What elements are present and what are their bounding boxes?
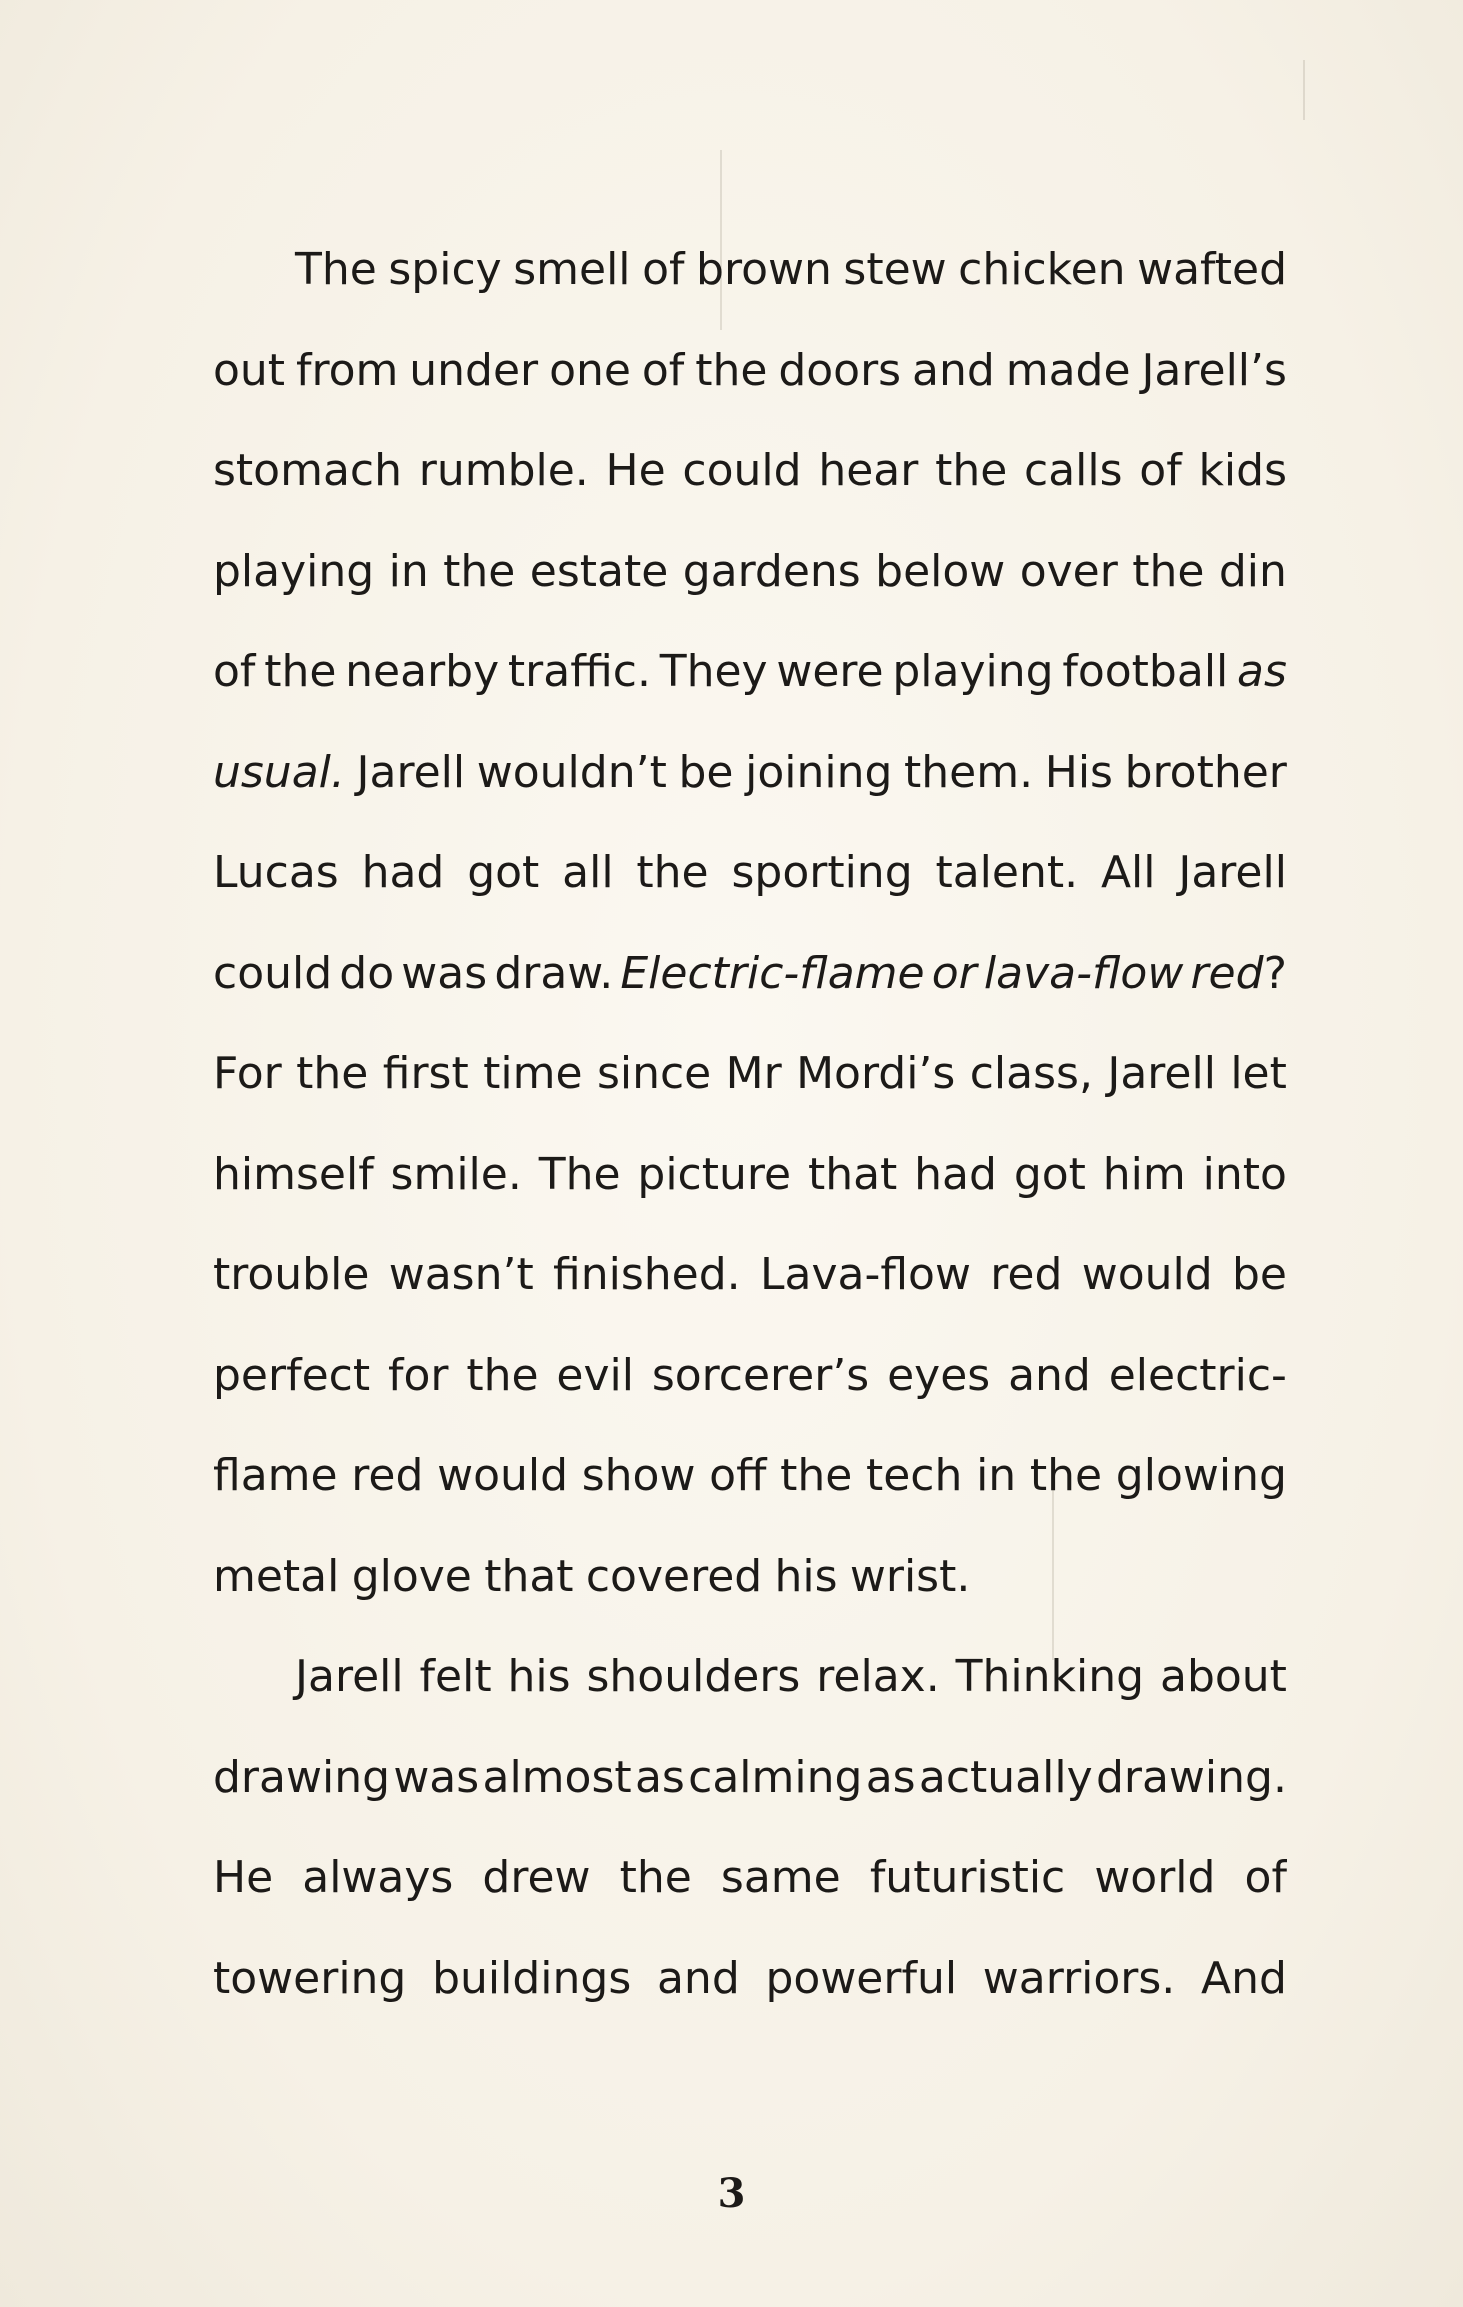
word: from: [295, 344, 399, 396]
word-punctuation: ?: [1263, 947, 1287, 999]
word: show: [581, 1450, 696, 1501]
word: kids: [1198, 445, 1287, 496]
word: Mr: [725, 1048, 782, 1099]
word: always: [302, 1852, 454, 1903]
word: the: [935, 445, 1008, 496]
word: that: [484, 1550, 574, 1602]
word: stew: [843, 244, 947, 295]
word: out: [213, 344, 286, 396]
scan-crease-mark: [1303, 60, 1305, 120]
word: below: [875, 545, 1006, 597]
text-line: [213, 1225, 1287, 1326]
word: the: [1029, 1450, 1103, 1501]
word: were: [776, 646, 884, 697]
text-line: [213, 723, 1287, 824]
text-line: [213, 321, 1287, 422]
word: had: [914, 1148, 997, 1200]
word: be: [678, 746, 734, 798]
word: futuristic: [869, 1852, 1066, 1903]
word: Lucas: [213, 847, 339, 898]
word: perfect: [213, 1349, 371, 1401]
word: electric-: [1108, 1349, 1287, 1401]
word: was: [393, 1751, 480, 1803]
text-line: [213, 924, 1287, 1025]
word: gardens: [682, 545, 861, 597]
word: rumble.: [418, 445, 589, 496]
word: would: [437, 1450, 569, 1501]
word: Jarell: [295, 1651, 404, 1702]
text-line: [213, 1728, 1287, 1829]
word: playing: [892, 646, 1054, 697]
word: into: [1202, 1148, 1287, 1200]
word: Jarell: [356, 746, 466, 798]
word: The: [538, 1148, 621, 1200]
word: of: [213, 646, 256, 697]
word: drawing: [213, 1751, 391, 1803]
word: brown: [696, 244, 832, 295]
word: the: [1132, 545, 1205, 597]
text-line: [213, 1326, 1287, 1427]
word: football: [1062, 646, 1229, 697]
word: playing: [213, 545, 375, 597]
word: the: [296, 1048, 369, 1099]
text-line: [213, 220, 1287, 321]
word: estate: [529, 545, 669, 597]
word: off: [709, 1450, 767, 1501]
word: of: [641, 344, 685, 396]
word: Lava-flow: [759, 1249, 971, 1300]
word: about: [1159, 1651, 1287, 1702]
text-line: [213, 1125, 1287, 1226]
word: The: [295, 244, 377, 295]
word: Electric-flame: [620, 947, 925, 999]
word: chicken: [958, 244, 1126, 295]
word: was: [401, 947, 488, 999]
text-line: [213, 1426, 1287, 1527]
word: all: [562, 847, 614, 898]
word: of: [642, 244, 685, 295]
word: relax.: [816, 1651, 940, 1702]
word: for: [387, 1349, 449, 1401]
word: shoulders: [586, 1651, 801, 1702]
word: calming: [688, 1751, 863, 1803]
word: actually: [918, 1751, 1093, 1803]
word: He: [605, 445, 666, 496]
word: His: [1044, 746, 1113, 798]
word: first: [382, 1048, 469, 1099]
word: finished.: [553, 1249, 741, 1300]
word: the: [695, 344, 768, 396]
word: din: [1218, 545, 1287, 597]
word: All: [1100, 847, 1156, 898]
word: smile.: [390, 1148, 522, 1200]
word: the: [264, 646, 337, 697]
word: the: [636, 847, 709, 898]
word: calls: [1024, 445, 1123, 496]
word: drew: [482, 1852, 591, 1903]
word: glove: [351, 1550, 472, 1602]
word: made: [1005, 344, 1131, 396]
word: picture: [637, 1148, 792, 1200]
word: him: [1102, 1148, 1186, 1200]
word: got: [467, 847, 540, 898]
word: in: [976, 1450, 1017, 1501]
word: the: [780, 1450, 853, 1501]
word: red: [1190, 947, 1264, 999]
word: had: [361, 847, 445, 898]
word: eyes: [887, 1349, 991, 1401]
word: almost: [482, 1751, 632, 1803]
word: one: [549, 344, 631, 396]
word: flame: [213, 1450, 338, 1501]
word: stomach: [213, 445, 402, 496]
word: class,: [969, 1048, 1093, 1099]
word: They: [659, 646, 768, 697]
word: of: [1244, 1852, 1287, 1903]
word: would: [1081, 1249, 1213, 1300]
text-line: [213, 1627, 1287, 1728]
word: could: [682, 445, 802, 496]
word-group: [1190, 924, 1286, 1025]
word: as: [865, 1751, 916, 1803]
word: Jarell: [1107, 1048, 1216, 1099]
word: evil: [556, 1349, 634, 1401]
word: do: [339, 947, 395, 999]
word: time: [483, 1048, 583, 1099]
word: under: [409, 344, 539, 396]
word: that: [807, 1148, 898, 1200]
text-line: [213, 1527, 1287, 1628]
word: wrist.: [849, 1550, 971, 1602]
word: be: [1231, 1249, 1287, 1300]
text-line: [213, 1929, 1287, 2030]
word: sorcerer’s: [651, 1349, 870, 1401]
word: drawing.: [1095, 1751, 1287, 1803]
text-line: [213, 1828, 1287, 1929]
word: Jarell: [1178, 847, 1287, 898]
word: trouble: [213, 1249, 370, 1300]
word: wafted: [1137, 244, 1287, 295]
word: wouldn’t: [476, 746, 667, 798]
word: Mordi’s: [796, 1048, 956, 1099]
word: the: [443, 545, 516, 597]
word: For: [213, 1048, 282, 1099]
word: felt: [419, 1651, 492, 1702]
word: of: [1139, 445, 1182, 496]
word: Jarell’s: [1141, 344, 1287, 396]
page-number: 3: [717, 2170, 746, 2217]
word: them.: [904, 746, 1034, 798]
word: towering: [213, 1952, 407, 2004]
body-text: [213, 220, 1287, 2029]
word: could: [213, 947, 333, 999]
word: powerful: [765, 1952, 958, 2004]
word: his: [774, 1550, 838, 1602]
word: same: [720, 1852, 841, 1903]
word: wasn’t: [388, 1249, 534, 1300]
word: and: [1008, 1349, 1091, 1401]
word: brother: [1124, 746, 1287, 798]
word: as: [634, 1751, 685, 1803]
word: draw.: [494, 947, 614, 999]
text-line: [213, 421, 1287, 522]
word: Thinking: [955, 1651, 1145, 1702]
word: doors: [778, 344, 902, 396]
word: talent.: [935, 847, 1079, 898]
word: and: [656, 1952, 740, 2004]
word: and: [912, 344, 995, 396]
word: hear: [818, 445, 919, 496]
word: smell: [513, 244, 631, 295]
word: nearby: [345, 646, 500, 697]
word: joining: [745, 746, 893, 798]
word: or: [931, 947, 977, 999]
word: lava-flow: [983, 947, 1184, 999]
word: the: [619, 1852, 692, 1903]
word: red: [990, 1249, 1063, 1300]
word: traffic.: [507, 646, 651, 697]
word: metal: [213, 1550, 340, 1602]
word: tech: [865, 1450, 963, 1501]
word: as: [1237, 646, 1287, 697]
word: sporting: [731, 847, 913, 898]
word: He: [213, 1852, 274, 1903]
word: over: [1019, 545, 1118, 597]
word: the: [466, 1349, 539, 1401]
word: let: [1230, 1048, 1287, 1099]
word: since: [596, 1048, 712, 1099]
word: usual.: [213, 746, 345, 798]
text-line: [213, 823, 1287, 924]
word: in: [388, 545, 429, 597]
word: buildings: [432, 1952, 632, 2004]
word: glowing: [1115, 1450, 1287, 1501]
word: And: [1201, 1952, 1287, 2004]
word: world: [1094, 1852, 1216, 1903]
word: himself: [213, 1148, 374, 1200]
word: spicy: [388, 244, 502, 295]
word: red: [351, 1450, 424, 1501]
text-line: [213, 1024, 1287, 1125]
text-line: [213, 522, 1287, 623]
word: warriors.: [982, 1952, 1176, 2004]
word: got: [1013, 1148, 1086, 1200]
text-line: [213, 622, 1287, 723]
word: covered: [585, 1550, 763, 1602]
word: his: [507, 1651, 571, 1702]
